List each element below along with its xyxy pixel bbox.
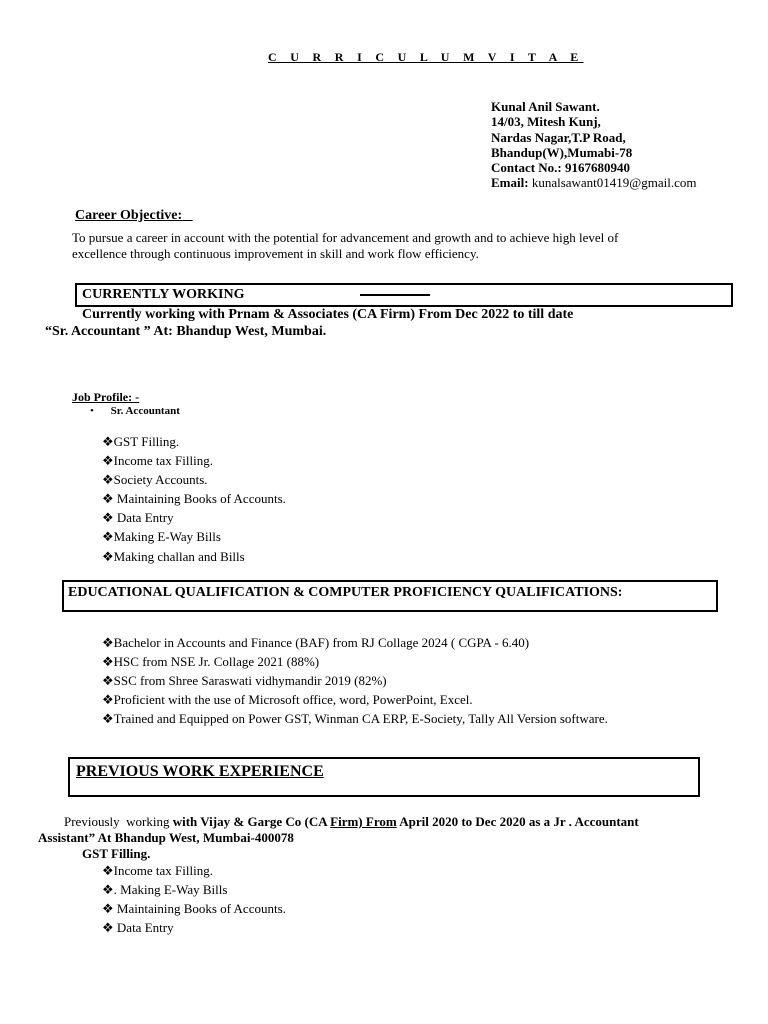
list-item: ❖Making E-Way Bills (102, 529, 221, 544)
diamond-bullet-icon: ❖ (102, 472, 114, 487)
candidate-name: Kunal Anil Sawant. (491, 99, 600, 114)
objective-line-2: excellence through continuous improvement in skill and work flow efficiency. (72, 245, 479, 261)
contact-block (491, 99, 697, 191)
diamond-bullet-icon: ❖ (102, 920, 114, 935)
list-item: ❖Bachelor in Accounts and Finance (BAF) from RJ Collage 2024 ( CGPA - 6.40) (102, 635, 530, 650)
list-item: ❖Income tax Filling. (102, 863, 213, 878)
role-label: Sr. Accountant (110, 405, 180, 417)
diamond-bullet-icon: ❖ (102, 673, 114, 688)
list-item: ❖ Data Entry (102, 920, 174, 935)
job-profile-heading: Job Profile: - (72, 390, 140, 404)
objective-line-1: To pursue a career in account with the potential for advancement and growth and to achieve high level of (72, 230, 619, 245)
previous-job-line-3: GST Filling. (82, 846, 151, 861)
career-objective-heading: Career Objective: (75, 208, 183, 223)
previous-job-line-1: Previously working with Vijay & Garge Co (CA Firm) From April 2020 to Dec 2020 as a Jr . Accountant (64, 814, 639, 829)
diamond-bullet-icon: ❖ (102, 901, 114, 916)
list-item: ❖ Maintaining Books of Accounts. (102, 901, 286, 916)
list-item: ❖HSC from NSE Jr. Collage 2021 (88%) (102, 654, 320, 669)
diamond-bullet-icon: ❖ (102, 510, 114, 525)
diamond-bullet-icon: ❖ (102, 863, 114, 878)
list-item: ❖Society Accounts. (102, 472, 208, 487)
current-job-line-1: Currently working with Prnam & Associates (CA Firm) From Dec 2022 to till date (82, 307, 574, 322)
contact-number: Contact No.: 9167680940 (491, 160, 631, 176)
diamond-bullet-icon: ❖ (102, 692, 114, 707)
document-title: C U R R I C U L U M V I T A E (268, 50, 584, 64)
current-job-line-2: “Sr. Accountant ” At: Bhandup West, Mumbai. (45, 324, 327, 339)
diamond-bullet-icon: ❖ (102, 654, 114, 669)
list-item: ❖SSC from Shree Saraswati vidhymandir 2019 (82%) (102, 673, 387, 688)
list-item: ❖Making challan and Bills (102, 549, 245, 564)
diamond-bullet-icon: ❖ (102, 434, 114, 449)
list-item: ❖Income tax Filling. (102, 453, 213, 468)
diamond-bullet-icon: ❖ (102, 882, 114, 897)
previous-work-heading: PREVIOUS WORK EXPERIENCE (76, 763, 324, 780)
diamond-bullet-icon: ❖ (102, 549, 114, 564)
address-line-1: 14/03, Mitesh Kunj, (491, 114, 601, 130)
list-item: ❖ Data Entry (102, 510, 174, 525)
address-line-3: Bhandup(W),Mumabi-78 (491, 144, 633, 160)
list-item: ❖. Making E-Way Bills (102, 882, 228, 897)
currently-working-heading: CURRENTLY WORKING (82, 287, 245, 302)
previous-job-line-2: Assistant” At Bhandup West, Mumbai-400078 (38, 830, 294, 845)
email-label: Email: (491, 175, 529, 191)
bullet-dot: • (90, 405, 94, 417)
heading-rule (360, 294, 430, 296)
list-item: ❖GST Filling. (102, 434, 180, 449)
address-line-2: Nardas Nagar,T.P Road, (491, 129, 626, 145)
career-objective-text (72, 230, 618, 261)
diamond-bullet-icon: ❖ (102, 491, 114, 506)
diamond-bullet-icon: ❖ (102, 529, 114, 544)
list-item: ❖Proficient with the use of Microsoft office, word, PowerPoint, Excel. (102, 692, 473, 707)
role-item (90, 405, 180, 417)
list-item: ❖Trained and Equipped on Power GST, Winman CA ERP, E-Society, Tally All Version software. (102, 711, 608, 726)
email-address: kunalsawant01419@gmail.com (531, 175, 697, 191)
education-heading: EDUCATIONAL QUALIFICATION & COMPUTER PROFICIENCY QUALIFICATIONS: (68, 585, 623, 600)
diamond-bullet-icon: ❖ (102, 453, 114, 468)
email-line (491, 175, 697, 190)
diamond-bullet-icon: ❖ (102, 711, 114, 726)
diamond-bullet-icon: ❖ (102, 635, 114, 650)
list-item: ❖ Maintaining Books of Accounts. (102, 491, 286, 506)
